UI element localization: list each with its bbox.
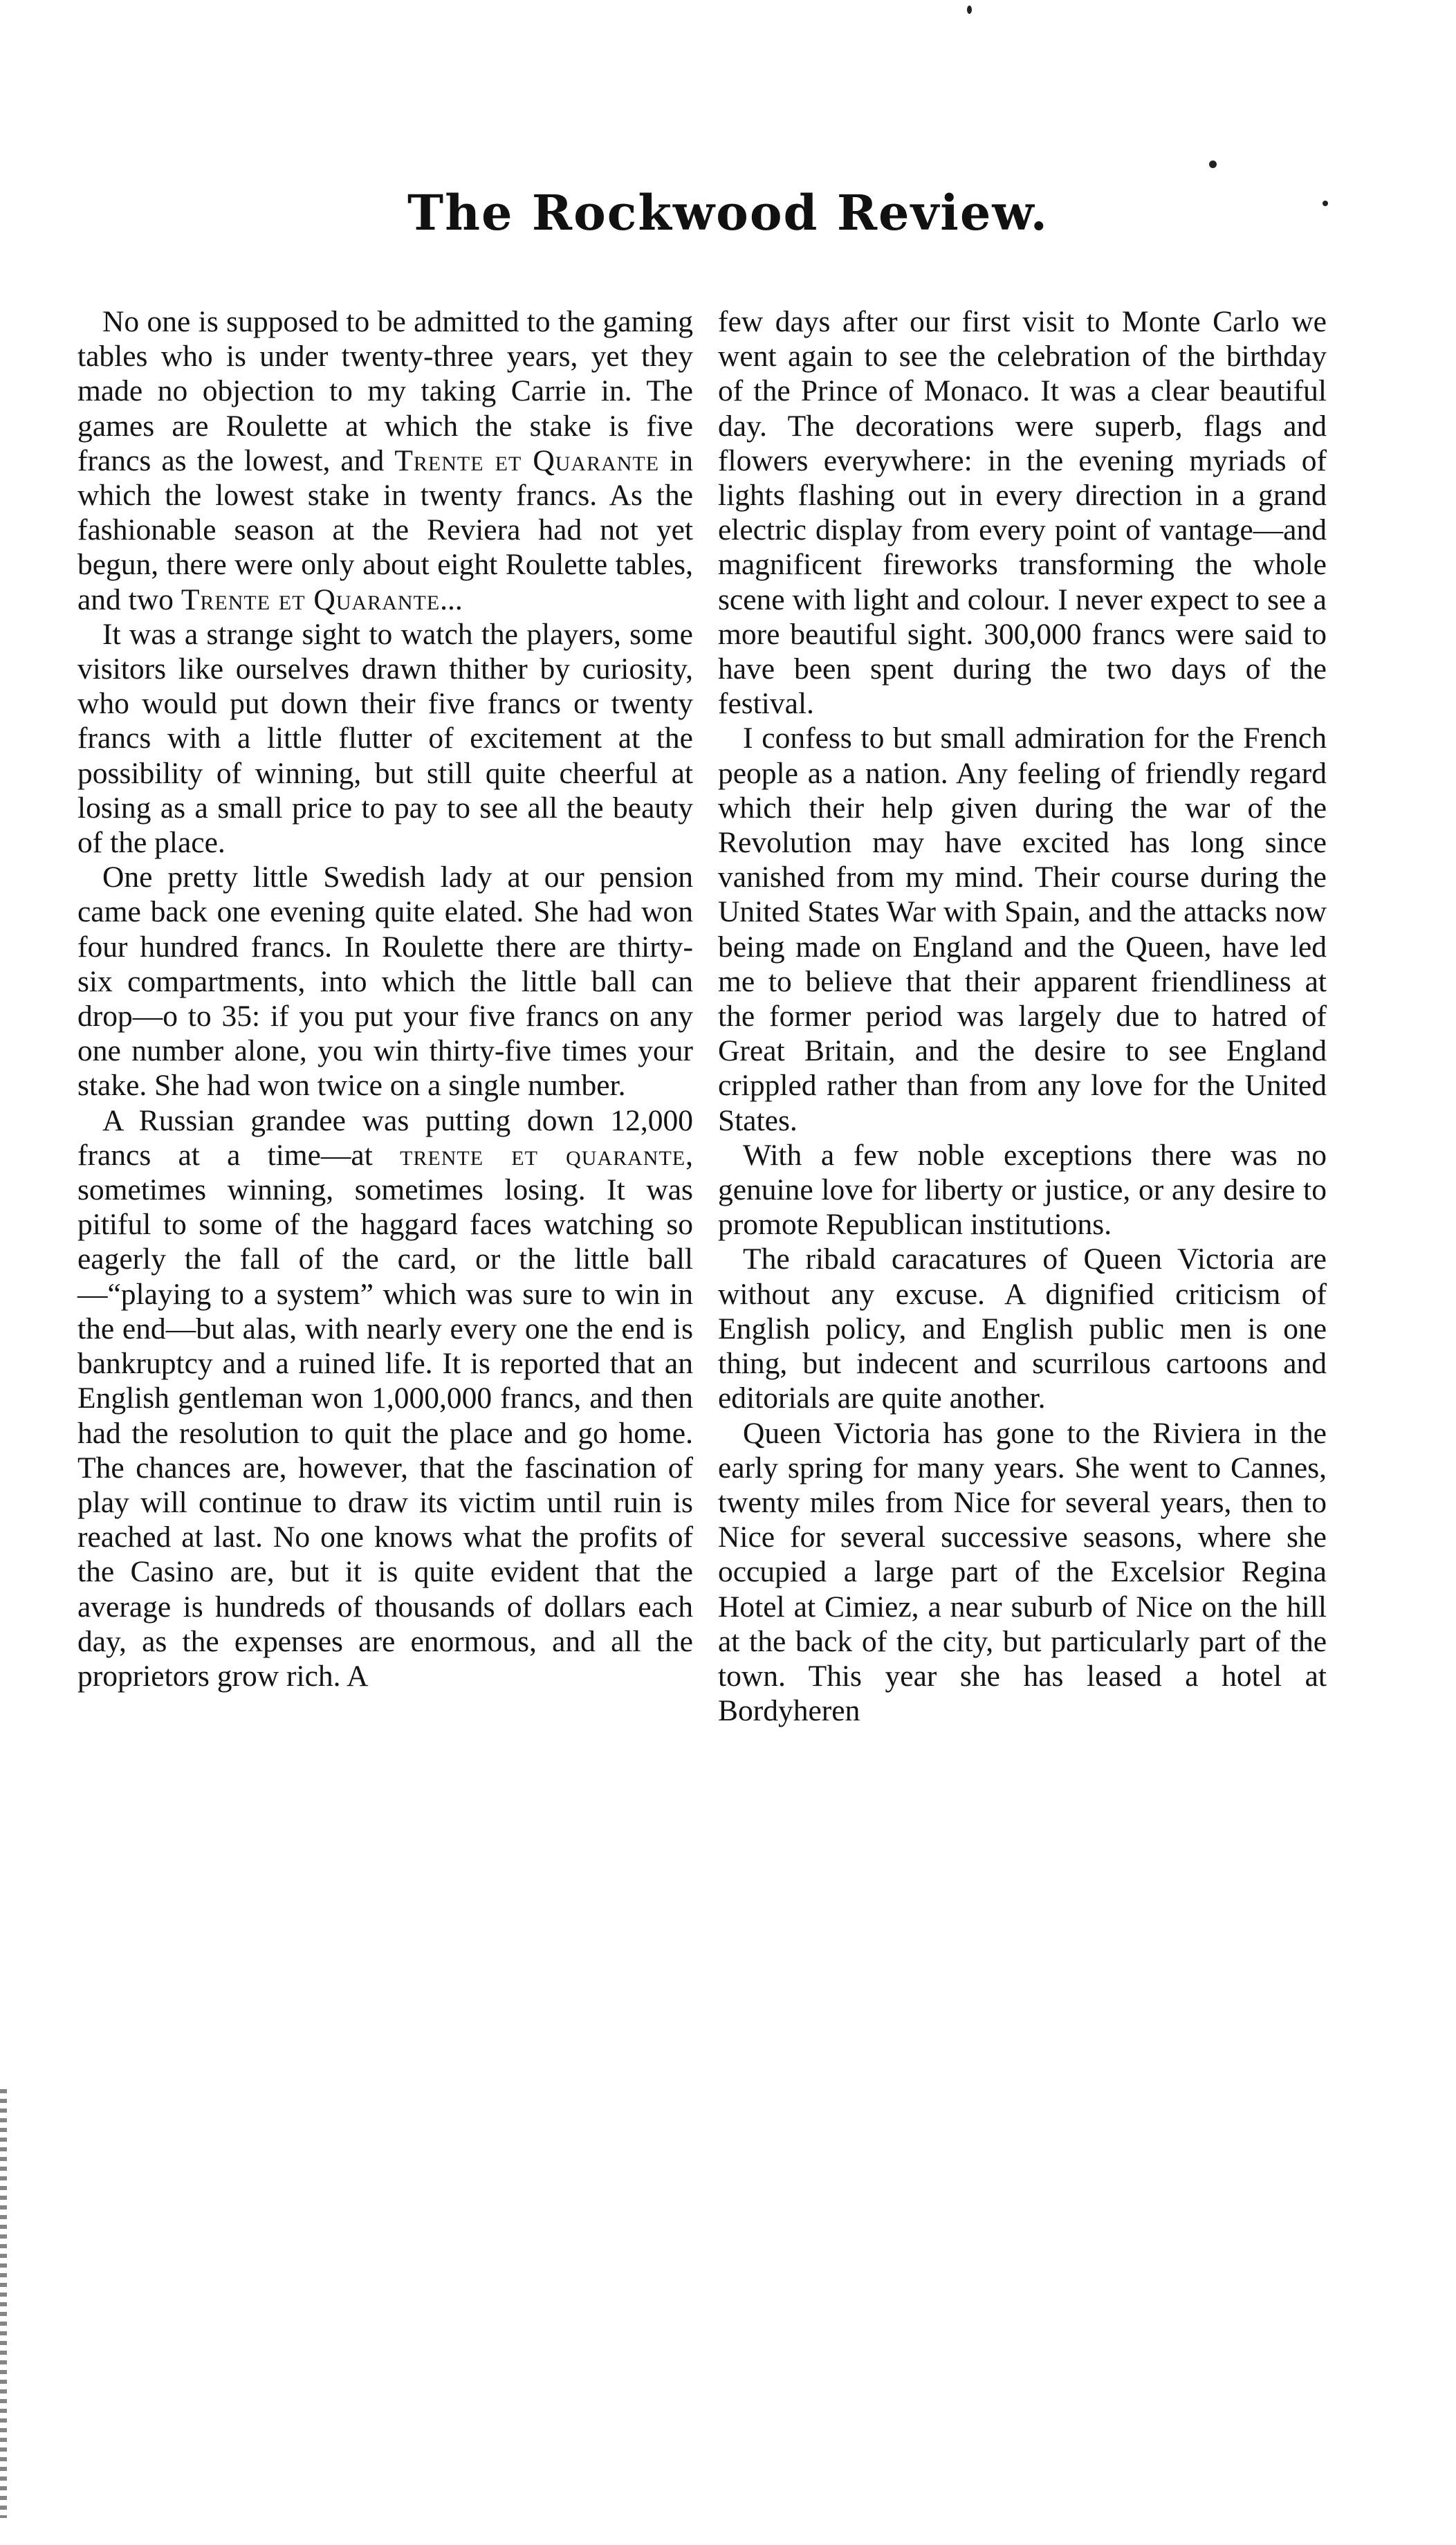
paragraph-text: few days after our first visit to Monte Carlo we went again to see the celebration of the birthday of the Prince of Monaco. It was a clear beautiful day. The decorations were superb, flags and flowers everywhere: in the evening myriads of lights flashing out in every direction in a grand electric display from every point of vantage—and magnificent fireworks transforming the whole scene with light and colour. I never expect to see a more beautiful sight. 300,000 francs were said to have been spent during the two days of the festival. bbox=[718, 305, 1327, 721]
paragraph-text: It was a strange sight to watch the players, some visitors like ourselves drawn thither by curiosity, who would put down their five francs or twenty francs with a little flutter of excitement at the possibility of winning, but still quite cheerful at losing as a small price to pay to see all the beauty of the place. bbox=[77, 617, 693, 860]
paragraph bbox=[77, 304, 693, 617]
paragraph-text: Queen Victoria has gone to the Riviera in the early spring for many years. She went to Cannes, twenty miles from Nice for several years, then to Nice for several successive seasons, where she occupied a large part of the Excelsior Regina Hotel at Cimiez, a near suburb of Nice on the hill at the back of the city, but particularly part of the town. This year she has leased a hotel at Bordyheren bbox=[718, 1416, 1327, 1728]
right-column bbox=[718, 304, 1327, 1728]
small-caps-text: Trente et Quarante bbox=[181, 582, 441, 616]
paragraph-text: The ribald caracatures of Queen Victoria are without any excuse. A dignified criticism of English policy, and English public men is one thing, but indecent and scurrilous cartoons and editorials are quite another. bbox=[718, 1242, 1327, 1415]
paragraph-text: A Russian grandee was putting down 12,000 francs at a time—at bbox=[77, 1103, 693, 1172]
left-column bbox=[77, 304, 693, 1693]
page-title: The Rockwood Review. bbox=[407, 184, 1049, 241]
paragraph bbox=[77, 1103, 693, 1693]
paragraph bbox=[718, 304, 1327, 721]
scan-speck bbox=[967, 6, 972, 14]
paragraph-text: , sometimes winning, sometimes losing. It was pitiful to some of the haggard faces watching so eagerly the fall of the card, or the little ball—“playing to a system” which was sure to win in the end—but alas, with nearly every one the end is bankruptcy and a ruined life. It is reported that an English gentleman won 1,000,000 francs, and then had the resolution to quit the place and go home. The chances are, however, that the fascination of play will continue to draw its victim until ruin is reached at last. No one knows what the profits of the Casino are, but it is quite evident that the average is hundreds of thousands of dollars each day, as the expenses are enormous, and all the proprietors grow rich. A bbox=[77, 1138, 693, 1693]
paragraph-text: I confess to but small admiration for the French people as a nation. Any feeling of friendly regard which their help given during the war of the Revolution may have excited has long since vanished from my mind. Their course during the United States War with Spain, and the attacks now being made on England and the Queen, have led me to believe that their apparent friendliness at the former period was largely due to hatred of Great Britain, and the desire to see England crippled rather than from any love for the United States. bbox=[718, 722, 1327, 1137]
paragraph bbox=[718, 1242, 1327, 1415]
scan-speck bbox=[1209, 160, 1217, 168]
paragraph-text: No one is supposed to be admitted to the gaming tables who is under twenty-three years, yet they made no objection to my taking Carrie in. The games are Roulette at which the stake is five francs as the lowest, and bbox=[77, 305, 693, 477]
paragraph-text: With a few noble exceptions there was no genuine love for liberty or justice, or any desire to promote Republican institutions. bbox=[718, 1138, 1327, 1242]
paragraph bbox=[718, 721, 1327, 1137]
small-caps-text: trente et quarante bbox=[400, 1138, 686, 1172]
paragraph-text: in which the lowest stake in twenty francs. As the fashionable season at the Reviera had not yet begun, there were only about eight Roulette tables, and two bbox=[77, 443, 694, 616]
scan-speck bbox=[1323, 201, 1328, 206]
paragraph bbox=[77, 860, 693, 1103]
paragraph bbox=[77, 617, 693, 860]
page-header bbox=[0, 184, 1456, 241]
small-caps-text: Trente et Quarante bbox=[394, 443, 660, 477]
paragraph-text: One pretty little Swedish lady at our pension came back one evening quite elated. She had won four hundred francs. In Roulette there are thirty-six compartments, into which the little ball can drop—o to 35: if you put your five francs on any one number alone, you win thirty-five times your stake. She had won twice on a single number. bbox=[77, 861, 693, 1103]
scan-edge-mark bbox=[0, 2089, 7, 2518]
paragraph-text: ... bbox=[440, 582, 463, 616]
paragraph bbox=[718, 1416, 1327, 1729]
paragraph bbox=[718, 1138, 1327, 1242]
